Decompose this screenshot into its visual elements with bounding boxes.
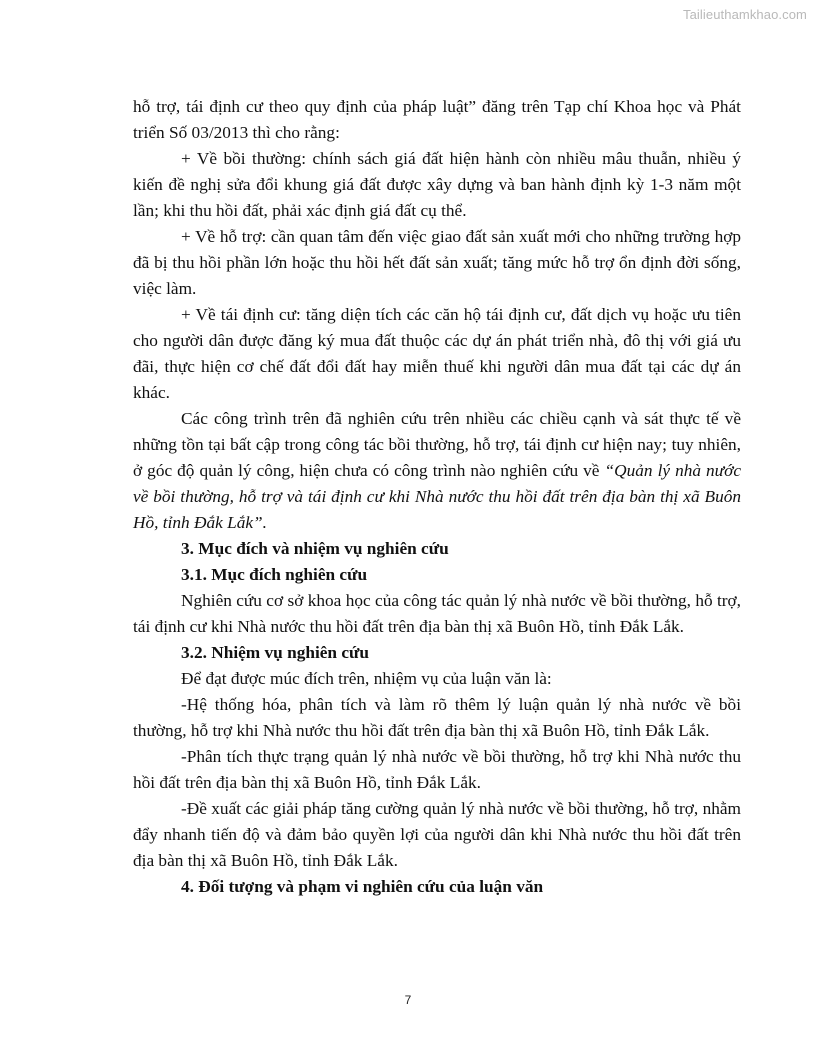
paragraph-task-3: -Đề xuất các giải pháp tăng cường quản lý nhà nước về bồi thường, hỗ trợ, nhằm đẩy nhanh tiến độ và đảm bảo quyền lợi của người dân khi Nhà nước thu hồi đất trên địa bàn thị xã Buôn Hồ, tỉnh Đắk Lắk. [133,799,741,870]
paragraph-compensation: + Về bồi thường: chính sách giá đất hiện hành còn nhiều mâu thuẫn, nhiều ý kiến đề nghị sửa đổi khung giá đất được xây dựng và ban hành định kỳ 1-3 năm một lần; khi thu hồi đất, phải xác định giá đất cụ thể. [133,149,741,220]
watermark: Tailieuthamkhao.com [682,7,807,22]
thesis-title-quote: “Quản lý nhà nước về bồi thường, hỗ trợ và tái định cư khi Nhà nước thu hồi đất trên địa bàn thị xã Buôn Hồ, tỉnh Đắk Lắk”. [133,461,741,532]
paragraph-tasks-intro: Để đạt được múc đích trên, nhiệm vụ của luận văn là: [181,669,552,688]
heading-section-3-2: 3.2. Nhiệm vụ nghiên cứu [181,643,370,662]
paragraph-resettlement: + Về tái định cư: tăng diện tích các căn hộ tái định cư, đất dịch vụ hoặc ưu tiên cho người dân được đăng ký mua đất thuộc các dự án phát triển nhà, đô thị với giá ưu đãi, thực hiện cơ chế đất đổi đất hay miễn thuế khi người dân mua đất tại các dự án khác. [133,305,741,402]
paragraph-task-2: -Phân tích thực trạng quản lý nhà nước về bồi thường, hỗ trợ khi Nhà nước thu hồi đất trên địa bàn thị xã Buôn Hồ, tỉnh Đắk Lắk. [133,747,741,792]
paragraph-task-1: -Hệ thống hóa, phân tích và làm rõ thêm lý luận quản lý nhà nước về bồi thường, hỗ trợ khi Nhà nước thu hồi đất trên địa bàn thị xã Buôn Hồ, tỉnh Đắk Lắk. [133,695,741,740]
heading-section-3: 3. Mục đích và nhiệm vụ nghiên cứu [181,539,449,558]
document-body [133,94,741,900]
paragraph-research-purpose: Nghiên cứu cơ sở khoa học của công tác quản lý nhà nước về bồi thường, hỗ trợ, tái định cư khi Nhà nước thu hồi đất trên địa bàn thị xã Buôn Hồ, tỉnh Đắk Lắk. [133,591,741,636]
paragraph-support: + Về hỗ trợ: cần quan tâm đến việc giao đất sản xuất mới cho những trường hợp đã bị thu hồi phần lớn hoặc thu hồi hết đất sản xuất; tăng mức hỗ trợ ổn định đời sống, việc làm. [133,227,741,298]
page-number: 7 [404,993,412,1007]
heading-section-4: 4. Đối tượng và phạm vi nghiên cứu của luận văn [181,877,544,896]
paragraph-research-gap [133,406,741,536]
research-gap-text: Các công trình trên đã nghiên cứu trên nhiều các chiều cạnh và sát thực tế về những tồn tại bất cập trong công tác bồi thường, hỗ trợ, tái định cư hiện nay; tuy nhiên, ở góc độ quản lý công, hiện chưa có công trình nào nghiên cứu về [133,409,741,480]
heading-section-3-1: 3.1. Mục đích nghiên cứu [181,565,368,584]
paragraph-intro-continued: hỗ trợ, tái định cư theo quy định của pháp luật” đăng trên Tạp chí Khoa học và Phát triển Số 03/2013 thì cho rằng: [133,97,741,142]
